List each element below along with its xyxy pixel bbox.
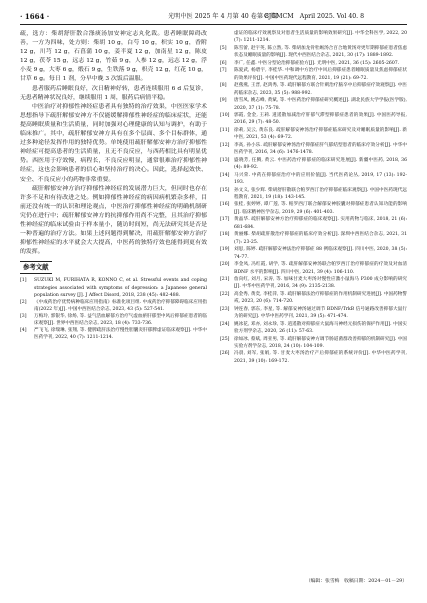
reference-item <box>220 231 407 246</box>
reference-text: 虚证的临床疗效观察及对患者生活质量的影响效果研究[J]. 中华全科医学, 2022, 20 (7): 1211-1214. <box>234 31 407 44</box>
reference-item <box>220 67 407 82</box>
references-heading: 参考文献 <box>20 261 207 274</box>
reference-number: [14] <box>220 172 230 178</box>
reference-text: 陈雪蕾, 赵宇英, 陈立然, 等. 柴胡加龙骨牡蛎汤合百合地黄汤对更年期抑郁症患者焦虑状态及睡眠质量的影响[J]. 现代中西医结合杂志, 2021, 30 (17): 1889-1892. <box>234 45 407 59</box>
reference-text: 徐莉, 吴云, 黄东良. 疏肝解郁安神汤治疗抑郁症临床研究及对睡眠质量的影响[J]. 新中医, 2021, 53 (4): 69-72. <box>234 127 407 141</box>
reference-text: 孙文义, 张少辉. 柴胡舒肝散联合帕罗西汀治疗抑郁症临床观察[J]. 中国中医药现代远程教育, 2021, 19 (18): 143-145. <box>234 187 407 200</box>
editor-note: （编辑：张雪梅 收稿日期：2024－01－29） <box>305 579 407 584</box>
reference-text: 詹向红, 刘月, 宋涛, 等. 加味甘麦大枣汤对慢性应激小鼠海马 P300 成分影响的研究[J]. 中华中医药学刊, 2016, 34 (9): 2135-2138. <box>234 276 407 290</box>
reference-number: [13] <box>220 157 230 163</box>
discussion-paragraph: 中医治疗对抑郁性神经症患者具有独特的治疗效果，中医医家学术思想指导下疏肝解郁安神方不仅能缓解抑郁性神经症的临床症状，还能提高睡眠质量和生活质量，同时加强对心理健康的认知与调护，有助于临床推广。其中，疏肝解郁安神方具有在多个层面、多个目标群体，通过多种途径发挥作用的独特优势。单纯使用疏肝解郁安神方治疗抑郁性神经症可提高患者的生活质量，且无不良反应，与西药相比具有明显优势。西医用于疗效慢，病程长，不良反应明显，通常很难治疗抑郁性神经症，这也会影响患者的信心和坚持治疗的决心。因此，选择起效快、安全、不良反应小的药物非常重要。 <box>20 103 207 183</box>
reference-number: [22] <box>220 291 230 297</box>
reference-number: [19] <box>220 247 230 253</box>
reference-number: [24] <box>220 321 230 327</box>
reference-number: [23] <box>220 306 230 312</box>
reference-text: 马兴荣. 中药在抑郁症治疗中的应用价值[J]. 当代医药论丛, 2019, 17 (13): 192-193. <box>234 172 407 186</box>
reference-number: [6] <box>220 60 227 66</box>
reference-item <box>220 261 407 276</box>
reference-item <box>220 216 407 231</box>
discussion-paragraph: 疏肝解郁安神方治疗抑郁性神经症的发展潜力巨大，但同时也存在许多不足和有待改进之处。例如抑郁性神经症的病因病机繁杂多样，目前还没有统一的认识和理论观点，中医治疗抑郁性神经症的明确机制研究仍在进行中；疏肝解郁安神方的抗抑郁作用尚不完整，且其治疗抑郁性神经症的临床试验由于样本量小，随访时间短，尚无法研究其是否是一种普遍的治疗方法。如果上述问题得到解决，用疏肝解郁安神方治疗抑郁性神经症的水平就会大大提高，中医药的独特疗效也能得到更有效的发挥。 <box>20 185 207 256</box>
reference-text: 钟连春, 郭东, 李星, 等. 解郁安神汤通过调节 BDNF/TrkB 信号通路改善抑郁大鼠行为的研究[J]. 中华中医药学刊, 2021, 39 (5): 471-474. <box>234 306 407 320</box>
page-header <box>20 10 407 25</box>
reference-text: SUZUKI M, FURIHATA R, KONNO C, et al. Stressful events and coping strategies associated with symptoms of depression: a Japanese general population survey [J]. J Affect Disord, 2018, 238 (45): 482-488. <box>34 278 207 298</box>
reference-item <box>220 291 407 306</box>
reference-text: 陈爱武, 杨碧宇, 李桂华. 中和调中方治疗中风后抑郁症患者睡眠质量及焦虑抑郁症状的效果评价[J]. 中国中医药现代远程教育, 2021, 19 (21): 69-72. <box>234 68 407 81</box>
reference-item <box>220 306 407 321</box>
reference-number: [20] <box>220 262 230 268</box>
reference-item <box>220 201 407 216</box>
reference-number <box>220 30 234 45</box>
reference-text: 李金凤, 冯红霞, 胡学, 等. 疏肝解郁安神汤联合帕罗西汀治疗抑郁症的疗效及对血清 BDNF 水平的影响[J]. 四川中医, 2021, 39 (4): 106-110. <box>234 262 407 275</box>
reference-number: [16] <box>220 202 230 208</box>
reference-item <box>20 327 207 341</box>
reference-number: [26] <box>220 351 230 357</box>
reference-number: [10] <box>220 112 230 118</box>
references-list-right <box>220 30 407 365</box>
reference-item <box>220 350 407 365</box>
journal-english: CJGMCM April 2025. Vol 40. 8 <box>264 13 365 20</box>
reference-item <box>220 142 407 157</box>
reference-text: 黄晶华. 疏肝解郁安神方治疗抑郁症的临床观察[J]. 实用药物与临床, 2018, 21 (6): 681-684. <box>234 217 407 230</box>
reference-number: [2] <box>20 299 27 305</box>
reference-number: [4] <box>20 328 27 334</box>
reference-text: 郭霞, 金金, 王莉. 逍遥散加减治疗肝郁气滞型抑郁症患者的效果[J]. 中国医药导报, 2016, 29 (7): 48-50. <box>234 112 407 126</box>
reference-item <box>220 30 407 45</box>
reference-item <box>220 246 407 261</box>
page-number: · 1664 · <box>20 12 50 21</box>
reference-number: [5] <box>220 45 227 51</box>
reference-number: [11] <box>220 127 230 133</box>
reference-item <box>220 127 407 142</box>
reference-number: [17] <box>220 217 230 223</box>
reference-text: 刘思, 陈婷. 疏肝解郁安神法治疗抑郁症 88 例临床观察[J]. 四川中医, 2020, 38 (5): 74-77. <box>234 247 407 260</box>
reference-text: 严飞飞, 徐瑞琳, 张翔, 等. 健脾疏肝法治疗慢性胆囊炎肝郁脾虚证临床观察[J]. 中华中医药学刊, 2022, 40 (7): 1211-1214. <box>34 328 207 341</box>
reference-number: [9] <box>220 98 227 104</box>
reference-number: [8] <box>220 83 227 89</box>
reference-item <box>220 321 407 336</box>
reference-item <box>220 60 407 67</box>
reference-item <box>220 187 407 202</box>
reference-item <box>20 277 207 298</box>
reference-text: 黄丽娜. 柴胡疏肝散治疗抑郁症的临床疗效分析[J]. 深圳中西医结合杂志, 2021, 31 (7): 23-25. <box>234 232 407 245</box>
journal-name: 光明中医 2025 年 4 月第 40 卷第 8 期 <box>168 13 278 20</box>
reference-text: 《中成药治疗优势病种临床应用指南》标准化项目组. 中成药治疗抑郁障碍临床应用指南(2022 年)[J]. 中国中西医结合杂志, 2023, 43 (5): 527-541. <box>34 299 207 312</box>
case-result: 患者服药后睡眠良好，次日精神好转，患者连续服用 6 d 后复诊，无患者精神状况良好，继续服用 1 周，服药后病情平稳。 <box>20 85 207 101</box>
reference-number: [1] <box>20 278 27 284</box>
reference-text: 唐雪凤, 姚志峰, 黄斌, 等. 中医药治疗抑郁症研究概述[J]. 湖北民族大学学报(医学版), 2020, 37 (1): 75-78. <box>234 98 407 111</box>
reference-text: 万梅玲, 郭银华, 徐炀, 等. 益气活血解郁方治疗气虚血瘀肝郁型中风后抑郁症患者的临床观察[J]. 世界中西医结合杂志, 2023, 18 (4): 733-736. <box>34 313 207 326</box>
reference-item <box>220 276 407 291</box>
reference-text: 李广, 任鑫. 中医分型论治抑郁症验方[J]. 光明中医, 2021, 36 (15): 2605-2607. <box>234 60 400 66</box>
reference-text: 姚冰花, 邓亦, 刘永珍, 等. 逍遥散对抑郁症大鼠海马神经元损伤的保护作用[J]. 中国实验方剂学杂志, 2020, 26 (11): 57-63. <box>234 321 407 335</box>
reference-text: 张桂, 张婷婷, 谭广莲, 等. 帕罗西汀联合解郁安神胶囊对抑郁症患者认知功能的影响[J]. 临床精神医学杂志, 2019, 29 (6): 401-403. <box>234 202 407 215</box>
right-column <box>220 30 407 365</box>
reference-item <box>220 97 407 112</box>
reference-item <box>220 112 407 127</box>
reference-item <box>20 299 207 313</box>
reference-item <box>220 157 407 172</box>
reference-item <box>220 336 407 351</box>
reference-number: [25] <box>220 336 230 342</box>
reference-item <box>20 313 207 327</box>
reference-number: [3] <box>20 313 27 319</box>
reference-text: 李高, 孙小乐. 疏肝解郁安神汤治疗抑郁症肝气郁结型患者的临床疗效分析[J]. 中华中医药学刊, 2016, 34 (6): 1476-1478. <box>234 142 407 156</box>
reference-number: [12] <box>220 142 230 148</box>
reference-text: 赵燕燕, 王晋, 赵鸿秀, 等. 疏肝解郁方联合针刺治疗脑卒中后抑郁症疗效观察[J]. 中医药临床杂志, 2023, 35 (5): 988-992. <box>234 83 407 96</box>
left-column <box>20 30 207 341</box>
reference-text: 盛晓芳, 任腾, 黄云. 中医药治疗抑郁症的临床研究进展[J]. 新疆中医药, 2018, 36 (4): 89-92. <box>234 157 407 171</box>
reference-number: [18] <box>220 232 230 238</box>
reference-item <box>220 45 407 60</box>
reference-item <box>220 172 407 187</box>
reference-number: [15] <box>220 187 230 193</box>
case-text: 疏，选方：柴胡舒肝散合涤痰汤加安神定志丸化裁。患者睡眠障碍改善，一方为四味，处方则：柴胡 10 g，白芍 10 g，枳实 10 g，香附 12 g，川芎 12 g，石菖蒲 10 g，姜半夏 12 g，加南星 12 g，陈皮 12 g，茯苓 15 g，远志 12 g，竹茹 9 g，人参 12 g，远志 12 g，浮小麦 9 g，大枣 6 g，煅石 9 g，生铁落 9 g，枳壳 12 g，红花 10 g，甘草 6 g。每日 1 剂，分早中晚 3 次饭后温服。 <box>20 31 207 83</box>
references-list-left <box>20 277 207 341</box>
reference-text: 冯晨, 刘军, 张娟, 等. 甘麦大枣汤治疗产后抑郁症的系统评价[J]. 中华中医药学刊, 2021, 39 (10): 169-172. <box>234 351 407 364</box>
reference-number: [21] <box>220 276 230 282</box>
reference-text: 徐如冰, 蔡斌, 周亚男, 等. 疏肝解郁安神方调节肠道菌群改善抑郁的机制研究[J]. 中国实验方剂学杂志, 2018, 24 (10): 104-109. <box>234 336 407 350</box>
reference-item <box>220 82 407 97</box>
reference-text: 高金秀, 黄奕, 李桂萍, 等. 疏肝解郁法治疗抑郁症的作用机制研究进展[J]. 中国药物警戒, 2023, 20 (6): 714-720. <box>234 291 407 305</box>
reference-number: [7] <box>220 68 227 74</box>
